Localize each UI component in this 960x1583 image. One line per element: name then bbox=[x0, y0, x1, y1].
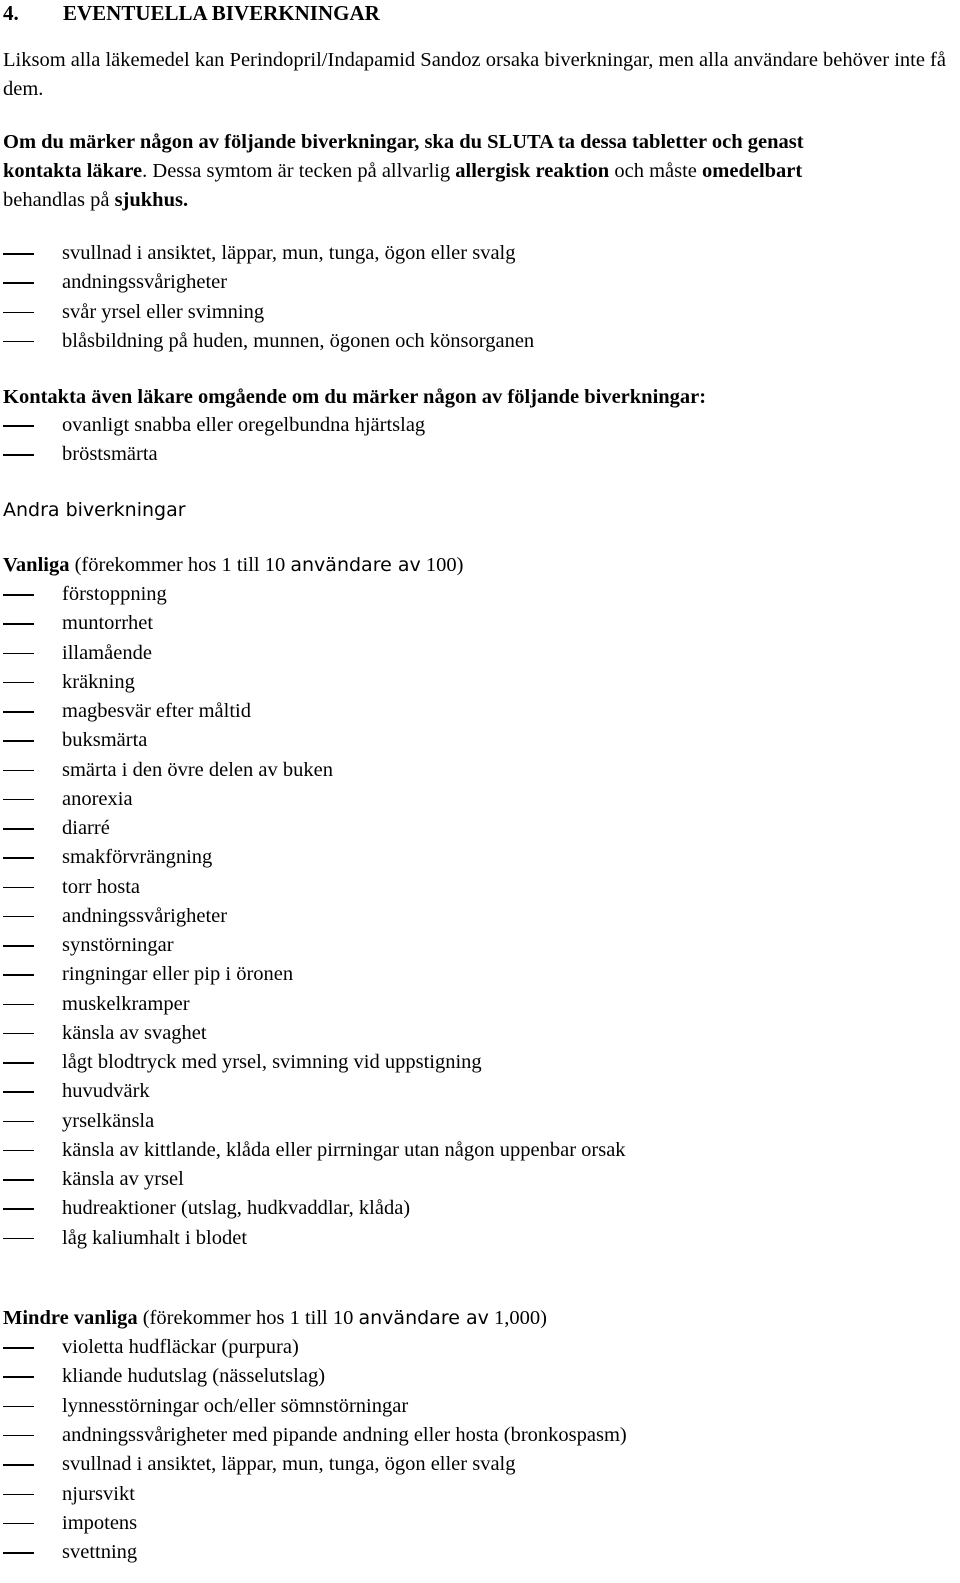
list-item-text: huvudvärk bbox=[62, 1080, 150, 1103]
dash-bullet-icon bbox=[3, 711, 34, 713]
dash-bullet-icon bbox=[3, 282, 34, 284]
section-number: 4. bbox=[3, 1, 19, 25]
stop-contact-doctor: kontakta läkare bbox=[3, 160, 143, 182]
dash-bullet-icon bbox=[3, 1494, 34, 1496]
dash-bullet-icon bbox=[3, 916, 34, 918]
list-item-text: torr hosta bbox=[62, 875, 140, 898]
dash-bullet-icon bbox=[3, 253, 34, 255]
list-item-text: diarré bbox=[62, 817, 110, 839]
stop-immediately: omedelbart bbox=[702, 160, 803, 182]
list-item-text: lågt blodtryck med yrsel, svimning vid uppstigning bbox=[62, 1051, 482, 1073]
uncommon-frequency-b: användare av bbox=[358, 1307, 489, 1329]
common-label: Vanliga bbox=[3, 554, 70, 576]
uncommon-label: Mindre vanliga bbox=[3, 1307, 138, 1329]
dash-bullet-icon bbox=[3, 1347, 34, 1349]
stop-text-c: behandlas på bbox=[3, 189, 115, 211]
stop-text-b: och måste bbox=[609, 160, 703, 182]
common-frequency-c: 100) bbox=[420, 554, 464, 576]
dash-bullet-icon bbox=[3, 1062, 34, 1064]
list-item-text: kliande hudutslag (nässelutslag) bbox=[62, 1365, 326, 1388]
list-item-text: muskelkramper bbox=[62, 992, 190, 1015]
dash-bullet-icon bbox=[3, 1150, 34, 1152]
dash-bullet-icon bbox=[3, 623, 34, 625]
dash-bullet-icon bbox=[3, 425, 34, 427]
dash-bullet-icon bbox=[3, 341, 34, 343]
list-item-text: svullnad i ansiktet, läppar, mun, tunga, ögon eller svalg bbox=[62, 242, 516, 264]
list-item-text: blåsbildning på huden, munnen, ögonen och könsorganen bbox=[62, 329, 535, 352]
list-item-text: svettning bbox=[62, 1541, 138, 1564]
common-heading bbox=[3, 551, 463, 580]
common-frequency-a: (förekommer hos 1 till 10 bbox=[69, 554, 291, 576]
contact-heading bbox=[3, 383, 706, 412]
list-item-text: svullnad i ansiktet, läppar, mun, tunga, ögon eller svalg bbox=[62, 1453, 516, 1476]
list-item-text: smakförvrängning bbox=[62, 846, 213, 869]
uncommon-frequency-a: (förekommer hos 1 till 10 bbox=[137, 1307, 359, 1329]
list-item-text: svår yrsel eller svimning bbox=[62, 300, 265, 323]
dash-bullet-icon bbox=[3, 1523, 34, 1525]
dash-bullet-icon bbox=[3, 1464, 34, 1466]
list-item-text: känsla av yrsel bbox=[62, 1168, 184, 1190]
dash-bullet-icon bbox=[3, 740, 34, 742]
dash-bullet-icon bbox=[3, 454, 34, 456]
dash-bullet-icon bbox=[3, 1376, 34, 1378]
list-item-text: låg kaliumhalt i blodet bbox=[62, 1226, 248, 1249]
list-item-text: andningssvårigheter bbox=[62, 271, 228, 294]
stop-hospital: sjukhus bbox=[114, 189, 183, 211]
list-item-text: ovanligt snabba eller oregelbundna hjärtslag bbox=[62, 414, 426, 436]
list-item-text: violetta hudfläckar (purpura) bbox=[62, 1336, 299, 1358]
list-item-text: buksmärta bbox=[62, 729, 148, 752]
list-item-text: njursvikt bbox=[62, 1482, 135, 1505]
list-item-text: yrselkänsla bbox=[62, 1109, 155, 1132]
dash-bullet-icon bbox=[3, 1004, 34, 1006]
list-item-text: muntorrhet bbox=[62, 612, 154, 635]
list-item-text: smärta i den övre delen av buken bbox=[62, 758, 333, 781]
dash-bullet-icon bbox=[3, 799, 34, 801]
dash-bullet-icon bbox=[3, 653, 34, 655]
other-side-effects-heading: Andra biverkningar bbox=[3, 499, 186, 521]
dash-bullet-icon bbox=[3, 682, 34, 684]
stop-allergic-reaction: allergisk reaktion bbox=[455, 160, 610, 182]
dash-bullet-icon bbox=[3, 1208, 34, 1210]
list-item-text: magbesvär efter måltid bbox=[62, 700, 251, 722]
list-item-text: kräkning bbox=[62, 670, 135, 693]
dash-bullet-icon bbox=[3, 1552, 34, 1554]
list-item-text: känsla av svaghet bbox=[62, 1021, 207, 1044]
stop-end: . bbox=[182, 189, 189, 211]
list-item-text: andningssvårigheter bbox=[62, 904, 228, 927]
dash-bullet-icon bbox=[3, 887, 34, 889]
list-item-text: impotens bbox=[62, 1511, 138, 1534]
list-item-text: anorexia bbox=[62, 787, 133, 810]
dash-bullet-icon bbox=[3, 1121, 34, 1123]
list-item-text: illamående bbox=[62, 641, 152, 664]
dash-bullet-icon bbox=[3, 828, 34, 830]
dash-bullet-icon bbox=[3, 1033, 34, 1035]
list-item-text: andningssvårigheter med pipande andning eller hosta (bronkospasm) bbox=[62, 1423, 627, 1446]
common-frequency-b: användare av bbox=[290, 554, 421, 576]
list-item-text: synstörningar bbox=[62, 934, 174, 956]
list-item-text: känsla av kittlande, klåda eller pirrningar utan någon uppenbar orsak bbox=[62, 1138, 626, 1161]
contact-heading-text: Kontakta även läkare omgående om du märker någon av följande biverkningar: bbox=[3, 386, 707, 408]
dash-bullet-icon bbox=[3, 857, 34, 859]
section-heading bbox=[3, 0, 380, 26]
uncommon-frequency-c: 1,000) bbox=[488, 1307, 547, 1329]
dash-bullet-icon bbox=[3, 312, 34, 314]
dash-bullet-icon bbox=[3, 770, 34, 772]
section-title: EVENTUELLA BIVERKNINGAR bbox=[63, 1, 380, 25]
dash-bullet-icon bbox=[3, 1238, 34, 1240]
dash-bullet-icon bbox=[3, 945, 34, 947]
dash-bullet-icon bbox=[3, 1435, 34, 1437]
dash-bullet-icon bbox=[3, 1179, 34, 1181]
list-item-text: förstoppning bbox=[62, 583, 167, 605]
dash-bullet-icon bbox=[3, 1406, 34, 1408]
list-item-text: hudreaktioner (utslag, hudkvaddlar, klåda) bbox=[62, 1197, 411, 1220]
list-item-text: lynnesstörningar och/eller sömnstörningar bbox=[62, 1394, 409, 1417]
stop-warning-paragraph bbox=[3, 128, 953, 215]
dash-bullet-icon bbox=[3, 1091, 34, 1093]
dash-bullet-icon bbox=[3, 594, 34, 596]
intro-paragraph: Liksom alla läkemedel kan Perindopril/Indapamid Sandoz orsaka biverkningar, men alla användare behöver inte få dem. bbox=[3, 49, 946, 100]
stop-warning-bold: Om du märker någon av följande biverkningar, ska du SLUTA ta dessa tabletter och genast bbox=[3, 131, 804, 153]
dash-bullet-icon bbox=[3, 974, 34, 976]
stop-text-a: . Dessa symtom är tecken på allvarlig bbox=[142, 160, 456, 182]
list-item-text: bröstsmärta bbox=[62, 443, 158, 466]
uncommon-heading bbox=[3, 1304, 547, 1333]
list-item-text: ringningar eller pip i öronen bbox=[62, 963, 294, 986]
